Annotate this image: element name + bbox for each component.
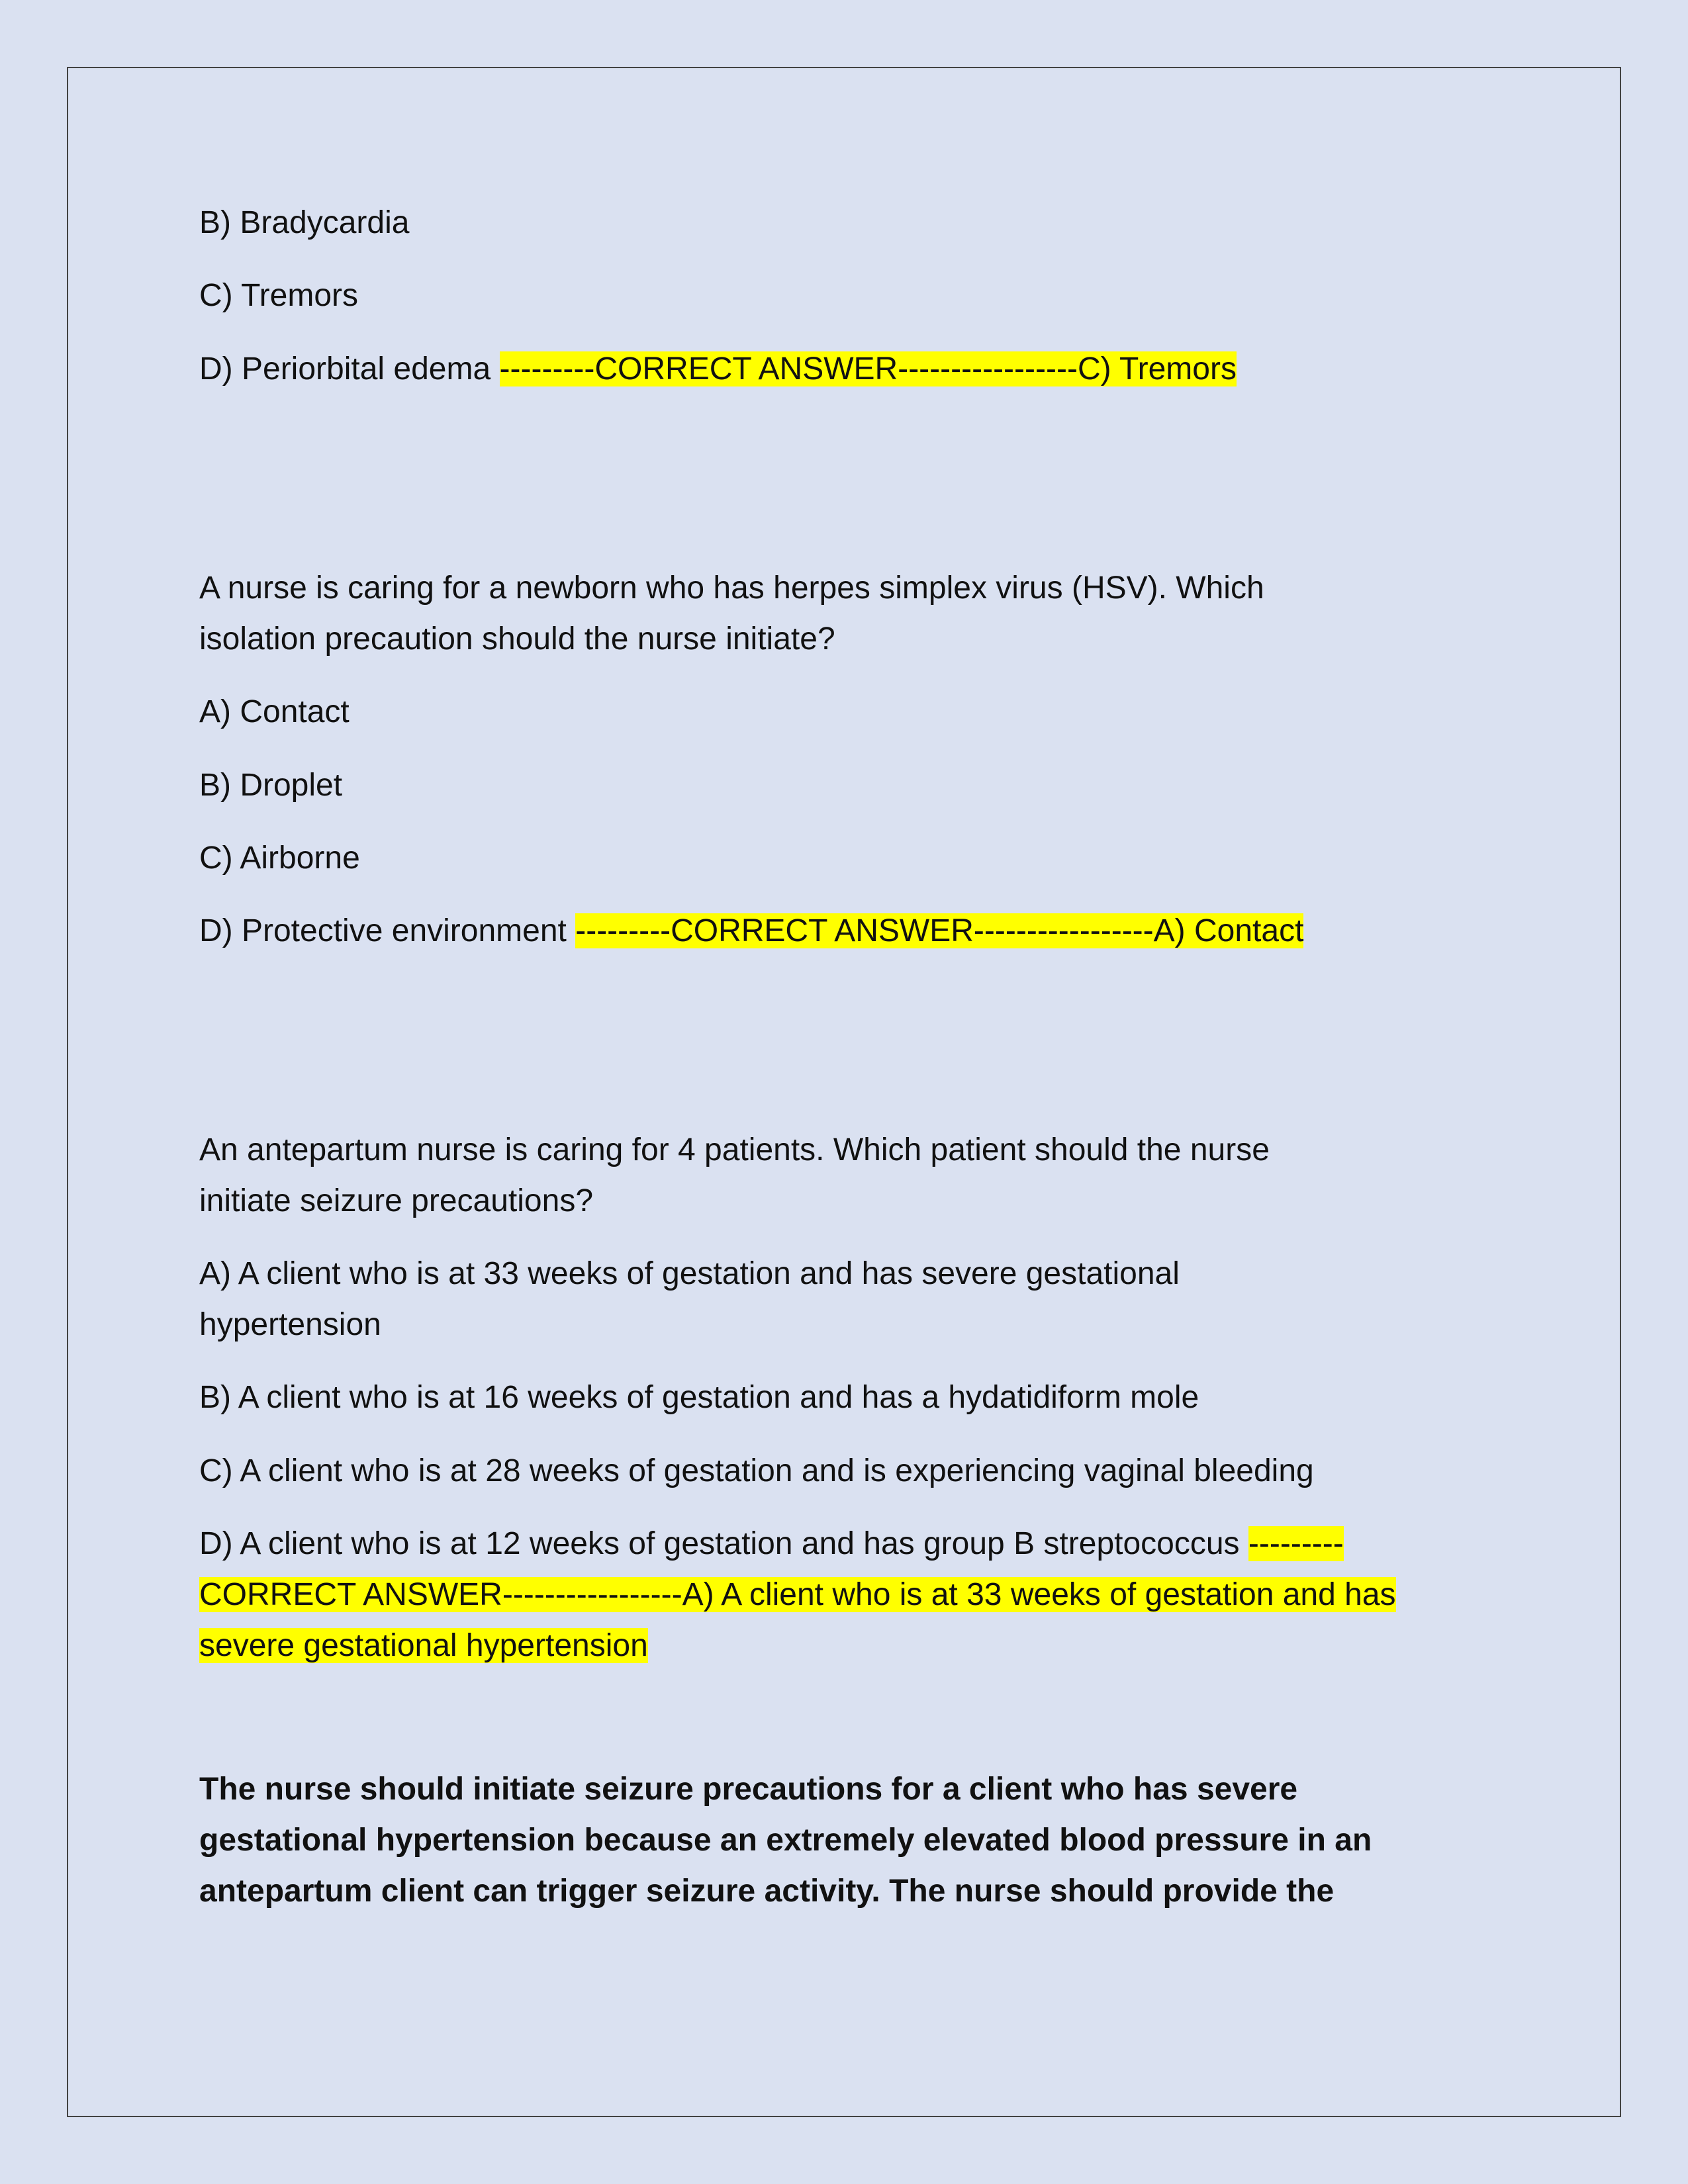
q3-option-a-line-1: A) A client who is at 33 weeks of gestation and has severe gestational <box>199 1256 1180 1291</box>
q3-rationale-line-1: The nurse should initiate seizure precautions for a client who has severe <box>199 1772 1298 1807</box>
q2-option-b: B) Droplet <box>199 768 343 803</box>
q2-option-c: C) Airborne <box>199 841 360 876</box>
q3-rationale-line-3: antepartum client can trigger seizure activity. The nurse should provide the <box>199 1874 1335 1909</box>
q3-correct-answer-line-3-text: severe gestational hypertension <box>199 1628 648 1663</box>
q2-option-d <box>199 905 1303 956</box>
q3-question-line-1: An antepartum nurse is caring for 4 patients. Which patient should the nurse <box>199 1132 1270 1167</box>
q2-question-line-1: A nurse is caring for a newborn who has herpes simplex virus (HSV). Which <box>199 570 1264 606</box>
q3-option-d <box>199 1518 1344 1569</box>
q3-correct-answer-line-1: --------- <box>1248 1526 1344 1561</box>
q1-option-c: C) Tremors <box>199 278 358 313</box>
q3-option-a-line-2: hypertension <box>199 1307 381 1342</box>
q2-option-a: A) Contact <box>199 694 350 729</box>
q3-option-b: B) A client who is at 16 weeks of gestation and has a hydatidiform mole <box>199 1380 1199 1415</box>
q1-option-d <box>199 343 1237 394</box>
q2-question-line-2: isolation precaution should the nurse initiate? <box>199 621 835 657</box>
q1-correct-answer: ---------CORRECT ANSWER-----------------C) Tremors <box>499 351 1237 387</box>
q3-question-line-2: initiate seizure precautions? <box>199 1183 594 1218</box>
q2-option-d-text: D) Protective environment <box>199 913 576 948</box>
q3-option-c: C) A client who is at 28 weeks of gestation and is experiencing vaginal bleeding <box>199 1453 1314 1488</box>
q1-option-b: B) Bradycardia <box>199 205 410 240</box>
q3-correct-answer-line-2-text: CORRECT ANSWER-----------------A) A client who is at 33 weeks of gestation and has <box>199 1577 1396 1612</box>
q3-correct-answer-line-3 <box>199 1620 648 1671</box>
q2-correct-answer: ---------CORRECT ANSWER-----------------A) Contact <box>575 913 1304 948</box>
q3-option-d-text: D) A client who is at 12 weeks of gestation and has group B streptococcus <box>199 1526 1248 1561</box>
q1-option-d-text: D) Periorbital edema <box>199 351 500 387</box>
q3-rationale-line-2: gestational hypertension because an extremely elevated blood pressure in an <box>199 1823 1372 1858</box>
q3-correct-answer-line-2 <box>199 1569 1396 1620</box>
